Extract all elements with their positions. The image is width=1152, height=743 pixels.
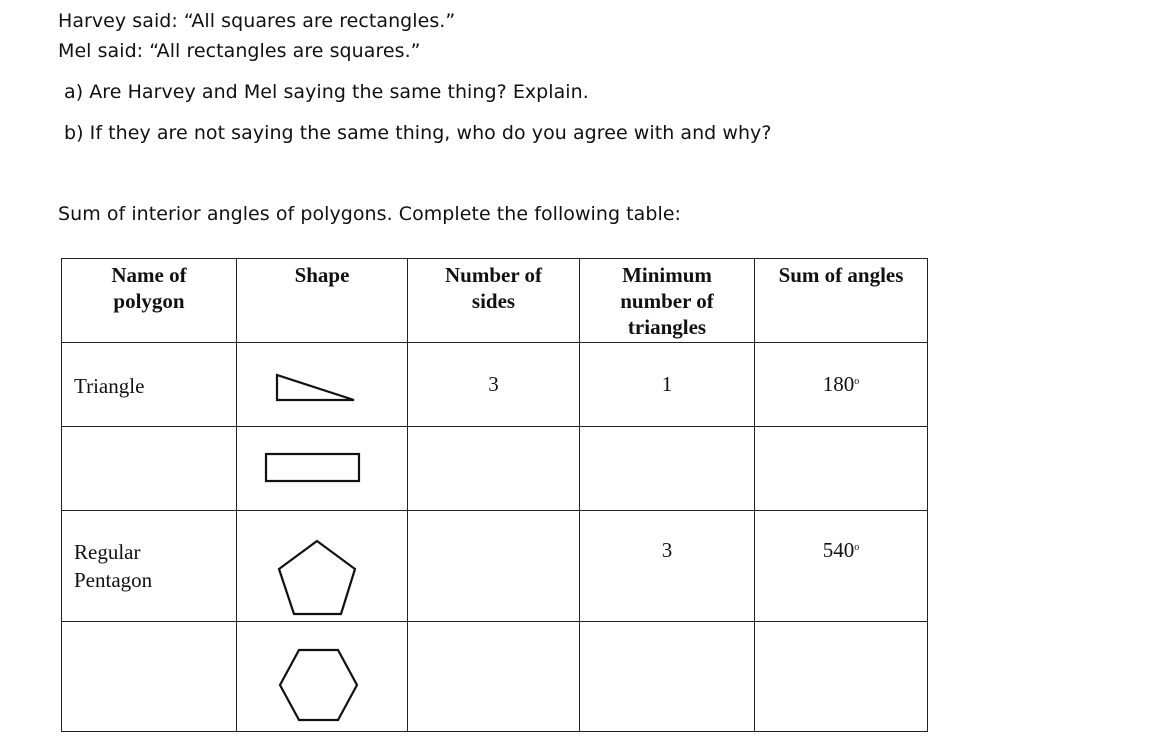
cell-triangles xyxy=(580,427,755,511)
table-row-rectangle xyxy=(62,427,928,511)
cell-sum xyxy=(755,343,928,427)
polygon-name: Triangle xyxy=(74,374,145,398)
header-name-of-polygon xyxy=(62,259,237,343)
statement-mel: Mel said: “All rectangles are squares.” xyxy=(58,40,421,62)
cell-sum xyxy=(755,622,928,732)
header-sides-line-1: Number of xyxy=(444,263,543,287)
header-sum-of-angles xyxy=(755,259,928,343)
cell-sides xyxy=(408,511,580,622)
header-sum-label: Sum of angles xyxy=(778,263,904,287)
cell-shape xyxy=(237,622,408,732)
degree-symbol: o xyxy=(854,376,860,387)
sides-value: 3 xyxy=(488,372,499,396)
header-name-line-2: polygon xyxy=(113,289,185,313)
table-row-hexagon xyxy=(62,622,928,732)
cell-sum xyxy=(755,511,928,622)
header-sides-line-2: sides xyxy=(471,289,516,313)
header-minimum-triangles xyxy=(580,259,755,343)
sum-value: 180 xyxy=(822,372,855,396)
table-row-pentagon xyxy=(62,511,928,622)
header-name-line-1: Name of xyxy=(111,263,187,287)
right-triangle-icon xyxy=(275,373,357,403)
degree-symbol: o xyxy=(854,542,860,553)
triangles-value: 1 xyxy=(661,372,673,396)
cell-name xyxy=(62,511,237,622)
cell-triangles xyxy=(580,622,755,732)
polygon-name-line-2: Pentagon xyxy=(74,568,153,592)
cell-name xyxy=(62,343,237,427)
cell-name xyxy=(62,622,237,732)
header-triangles-line-3: triangles xyxy=(627,315,707,339)
table-instructions: Sum of interior angles of polygons. Complete the following table: xyxy=(58,203,682,225)
rectangle-icon xyxy=(264,452,362,484)
cell-sides xyxy=(408,427,580,511)
question-part-b: b) If they are not saying the same thing, who do you agree with and why? xyxy=(64,122,772,144)
cell-shape xyxy=(237,511,408,622)
cell-sides xyxy=(408,622,580,732)
cell-triangles xyxy=(580,511,755,622)
table-header-row xyxy=(62,259,928,343)
cell-sum xyxy=(755,427,928,511)
header-number-of-sides xyxy=(408,259,580,343)
cell-name xyxy=(62,427,237,511)
cell-shape xyxy=(237,343,408,427)
cell-triangles xyxy=(580,343,755,427)
polygon-angles-table xyxy=(61,258,928,732)
header-shape xyxy=(237,259,408,343)
header-triangles-line-1: Minimum xyxy=(622,263,712,287)
statement-harvey: Harvey said: “All squares are rectangles.” xyxy=(58,10,456,32)
header-triangles-line-2: number of xyxy=(620,289,714,313)
polygon-name-line-1: Regular xyxy=(74,540,141,564)
pentagon-icon xyxy=(277,538,359,618)
table-row-triangle xyxy=(62,343,928,427)
cell-shape xyxy=(237,427,408,511)
triangles-value: 3 xyxy=(661,538,673,562)
sum-value: 540 xyxy=(822,538,855,562)
hexagon-icon xyxy=(277,647,361,723)
cell-sides xyxy=(408,343,580,427)
header-shape-label: Shape xyxy=(294,263,350,287)
question-part-a: a) Are Harvey and Mel saying the same thing? Explain. xyxy=(64,81,589,103)
